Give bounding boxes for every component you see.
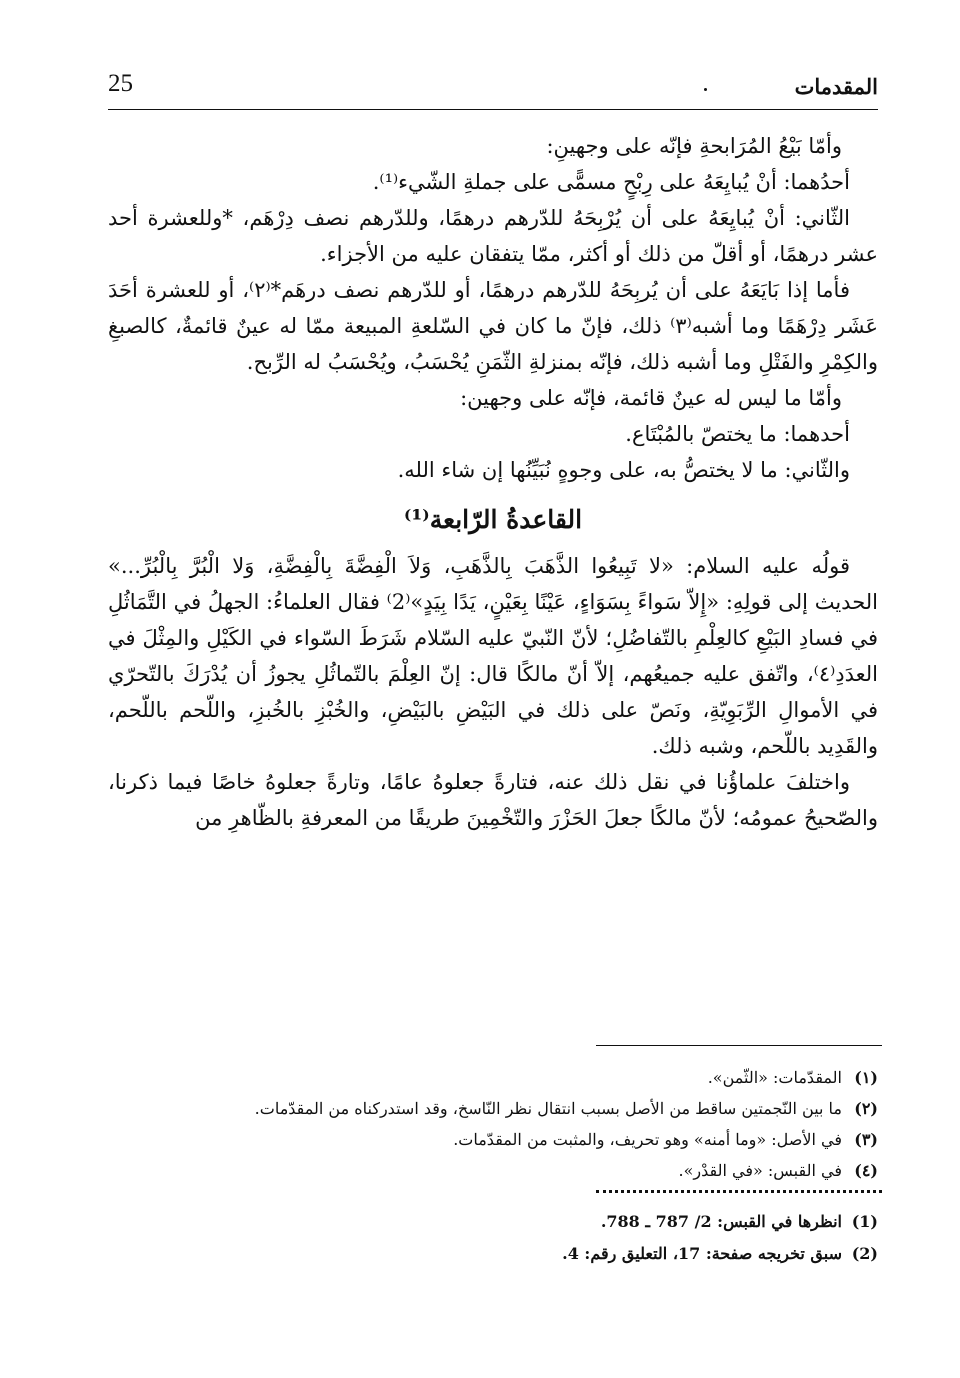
editor-note-text: سبق تخريجه صفحة: 17، التعليق رقم: 4. — [562, 1244, 842, 1263]
paragraph: فأما إذا بَايَعَهُ على أن يُربِحَهُ للدّرهم درهمًا، أو للدّرهم نصف درهَم*⁽٢⁾، أو للعشرة أحَدَ عَشَر دِرْهَمًا وما أشبه⁽٣⁾ ذلك، فإنّ ما كان في السّلعةِ المبيعة ممّا له عينٌ قائمةٌ، كالصبغِ والكِمْرِ والفَتْلِ وما أشبه ذلك، فإنّه بمنزلةِ الثّمَنِ يُحْسَبُ، ويُحْسَبُ له الرِّبح. — [108, 278, 878, 374]
footnote-rule — [596, 1045, 882, 1046]
footnote — [108, 1093, 878, 1124]
editor-note — [108, 1206, 878, 1238]
footnote-text: ما بين النّجمتين ساقط من الأصل بسبب انتقال نظر النّاسخ، وقد استدركناه من المقدّمات. — [254, 1099, 842, 1118]
editor-note-text: انظرها في القبس: 2/ 787 ـ 788. — [600, 1212, 842, 1231]
paragraph: أحدهما: ما يختصّ بالمُبْتَاع. — [625, 422, 850, 446]
paragraph: وأمّا ما ليس له عينٌ قائمة، فإنّه على وجهين: — [460, 386, 842, 410]
running-title: المقدمات — [794, 74, 878, 99]
footnote-text: في الأصل: «وما أمنه» وهو تحريف، والمثبت من المقدّمات. — [453, 1130, 842, 1149]
editor-note — [108, 1238, 878, 1270]
main-text — [108, 128, 878, 836]
page-number: 25 — [108, 70, 133, 97]
paragraph: واختلفَ علماؤُنا في نقل ذلك عنه، فتارةً جعلوهُ عامًا، وتارةً جعلوهُ خاصًا فيما ذكرنا، والصّحيحُ عمومُه؛ لأنّ مالكًا جعلَ الحَزْرَ والتّخْمِينَ طريقًا من المعرفةِ بالظّاهرِ من — [108, 770, 878, 830]
footnote-number: (١) — [854, 1068, 878, 1087]
footnote-number: (٤) — [854, 1161, 878, 1180]
footnote-text: في القبس: «في القدْر». — [678, 1161, 842, 1180]
paragraph: أحدُهما: أنْ يُبايِعَهُ على رِبْحٍ مسمًّى على جملةِ الشّيء⁽¹⁾. — [372, 170, 850, 194]
footnote — [108, 1155, 878, 1186]
header-dot — [704, 88, 707, 91]
page-header — [108, 68, 878, 108]
dotted-separator — [596, 1190, 882, 1193]
editor-note-number: (2) — [851, 1244, 878, 1263]
editor-notes — [108, 1206, 878, 1270]
footnote — [108, 1124, 878, 1155]
footnotes — [108, 1062, 878, 1186]
editor-note-number: (1) — [851, 1212, 878, 1231]
footnote — [108, 1062, 878, 1093]
footnote-number: (٢) — [854, 1099, 878, 1118]
footnote-text: المقدّمات: «الثّمن». — [707, 1068, 842, 1087]
section-heading: القاعدةُ الرّابعة⁽¹⁾ — [403, 505, 583, 534]
header-rule — [108, 109, 878, 110]
paragraph: وأمّا بَيْعُ المُرَابحةِ فإنّه على وجهينِ: — [546, 134, 842, 158]
paragraph: قولُه عليه السلام: «لا تَبِيعُوا الذَّهَبَ بِالذَّهَبِ، وَلاَ الْفِضَّةَ بِالْفِضَّةِ، وَلا الْبُرَّ بِالْبُرِّ...» الحديث إلى قولِهِ: «إِلاّ سَواءً بِسَوَاءٍ، عَيْنًا بِعَيْنٍ، يَدًا بِيَدٍ»⁽2⁾ فقال العلماءُ: الجهلُ في التَّمَاثُلِ في فسادِ البَيْعِ كالعِلْمِ بالتّفاضُلِ؛ لأنّ النّبيّ عليه السّلام شَرَطَ السّواء في الكَيْلِ والمِثْلَ في العدَدِ⁽٤⁾، واتّفق عليه جميعُهم، إلاّ أنّ مالكًا قال: إنّ العِلْمَ بالتّماثُلِ يجوزُ أن يُدْرَكَ بالتّحرّي في الأموالِ الرِّبَوِيّةِ، ونَصّ على ذلك في البَيْضِ بالبَيْضِ، والخُبْزِ بالخُبزِ، واللّحم باللّحم، والقَدِيد باللّحم، وشبه ذلك. — [108, 554, 878, 758]
paragraph: الثّاني: أنْ يُبايِعَهُ على أن يُرْبِحَهُ للدّرهم درهمًا، وللدّرهم نصف دِرْهَم، *وللعشرة أحد عشر درهمًا، أو أقلّ من ذلك أو أكثر، ممّا يتفقان عليه من الأجزاء. — [108, 206, 878, 266]
paragraph: والثّاني: ما لا يختصُّ به، على وجوهٍ نُبَيِّنُها إن شاء الله. — [397, 458, 850, 482]
footnote-number: (٣) — [854, 1130, 878, 1149]
